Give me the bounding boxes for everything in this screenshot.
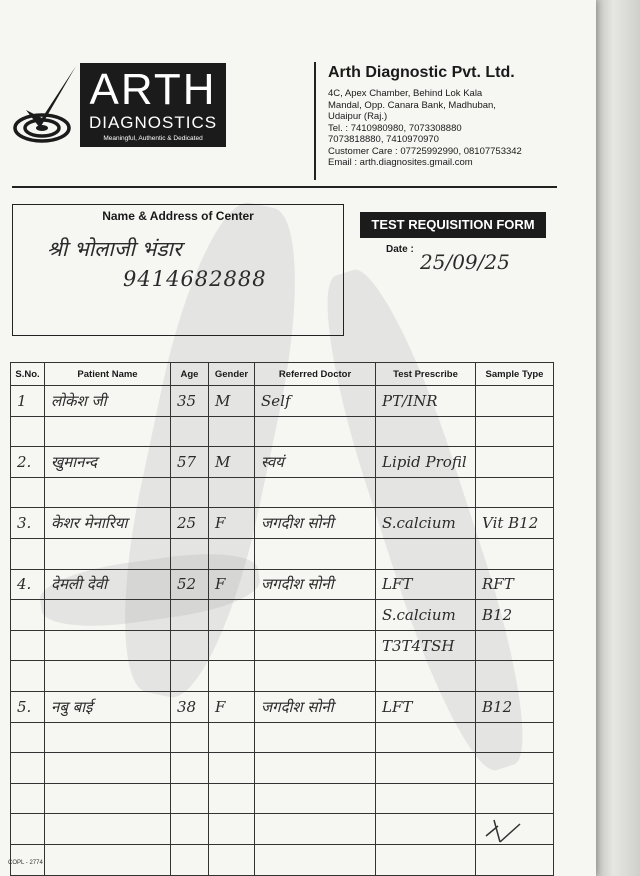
table-row [11,753,554,784]
table-row [11,814,554,845]
cell-test-prescribe [376,661,476,692]
cell-value: Vit B12 [482,514,539,533]
cell-sno [11,630,45,661]
table-row [11,447,554,478]
table-row [11,386,554,417]
cell-value: RFT [482,575,514,594]
scan-edge-shadow [596,0,640,876]
cell-patient-name [45,508,171,539]
cell-value: 38 [177,697,197,716]
cell-referred-doctor [255,600,376,631]
company-address [328,88,568,169]
cell-patient-name [45,569,171,600]
address-line: Mandal, Opp. Canara Bank, Madhuban, [328,99,496,111]
cell-sample-type [476,569,554,600]
cell-age [171,753,209,784]
cell-sample-type [476,600,554,631]
cell-sample-type [476,386,554,417]
cell-age [171,508,209,539]
cell-referred-doctor [255,844,376,875]
date-label: Date : [386,244,414,255]
cell-age [171,783,209,814]
cell-referred-doctor [255,661,376,692]
cell-patient-name [45,753,171,784]
cell-gender [209,753,255,784]
cell-value: स्वयं [261,452,284,471]
cell-value: F [215,514,226,533]
cell-sample-type [476,753,554,784]
cell-referred-doctor [255,691,376,722]
cell-gender [209,538,255,569]
cell-value: 35 [177,391,197,410]
cell-test-prescribe [376,753,476,784]
cell-value: केशर मेनारिया [51,514,128,533]
cell-value: S.calcium [382,605,456,624]
cell-patient-name [45,844,171,875]
cell-sno [11,447,45,478]
cell-value: B12 [482,697,513,716]
cell-patient-name [45,814,171,845]
cell-sno [11,753,45,784]
cell-patient-name [45,416,171,447]
table-row [11,844,554,875]
cell-value: जगदीश सोनी [261,697,334,716]
cell-gender [209,814,255,845]
cell-sno [11,477,45,508]
cell-value: 2. [17,452,32,471]
cell-age [171,600,209,631]
cell-sample-type [476,661,554,692]
cell-age [171,814,209,845]
cell-referred-doctor [255,386,376,417]
cell-gender [209,844,255,875]
cell-sno [11,386,45,417]
cell-age [171,477,209,508]
table-row [11,508,554,539]
cell-value: 57 [177,452,197,471]
cell-patient-name [45,386,171,417]
cell-referred-doctor [255,508,376,539]
cell-sno [11,691,45,722]
table-row [11,600,554,631]
cell-referred-doctor [255,569,376,600]
cell-gender [209,386,255,417]
brand-logo [80,63,226,147]
checkmark-icon [484,816,524,844]
table-row [11,722,554,753]
cell-value: खुमानन्द [51,452,98,471]
cell-value: LFT [382,575,413,594]
table-row [11,630,554,661]
cell-value: देमली देवी [51,575,107,594]
cell-gender [209,508,255,539]
logo-tagline: Meaningful, Authentic & Dedicated [103,135,203,142]
cell-age [171,630,209,661]
cell-sample-type [476,508,554,539]
cell-value: नबु बाई [51,697,93,716]
address-line: 4C, Apex Chamber, Behind Lok Kala [328,88,483,99]
cell-age [171,844,209,875]
cell-gender [209,416,255,447]
cell-patient-name [45,661,171,692]
cell-sno [11,569,45,600]
table-row [11,538,554,569]
cell-value: Self [261,391,291,410]
cell-gender [209,661,255,692]
cell-age [171,722,209,753]
cell-sample-type [476,447,554,478]
cell-age [171,538,209,569]
cell-sno [11,508,45,539]
logo-word: ARTH [89,65,217,114]
cell-patient-name [45,722,171,753]
cell-age [171,569,209,600]
cell-gender [209,722,255,753]
cell-sno [11,661,45,692]
cell-value: PT/INR [382,391,438,410]
cell-patient-name [45,477,171,508]
table-row [11,416,554,447]
cell-age [171,661,209,692]
company-name: Arth Diagnostic Pvt. Ltd. [328,64,515,81]
cell-referred-doctor [255,538,376,569]
cell-patient-name [45,630,171,661]
cell-test-prescribe [376,691,476,722]
address-line: Udaipur (Raj.) [328,111,388,122]
cell-sno [11,783,45,814]
date-value-handwritten: 25/09/25 [420,250,510,274]
cell-test-prescribe [376,416,476,447]
cell-sample-type [476,722,554,753]
cell-sample-type [476,477,554,508]
cell-patient-name [45,691,171,722]
test-table [10,362,554,876]
cell-test-prescribe [376,722,476,753]
cell-value: 3. [17,514,32,533]
footer-code: COPL - 2774 [8,860,43,866]
cell-test-prescribe [376,538,476,569]
cell-gender [209,691,255,722]
cell-value: जगदीश सोनी [261,514,334,533]
customer-care-line: Customer Care : 07725992990, 08107753342 [328,145,522,157]
form-title-badge: TEST REQUISITION FORM [360,212,546,238]
center-address-box [12,204,344,336]
table-header-row [11,363,554,386]
cell-test-prescribe [376,447,476,478]
cell-sno [11,722,45,753]
table-row [11,783,554,814]
cell-value: 52 [177,575,197,594]
cell-age [171,416,209,447]
center-name-handwritten: श्री भोलाजी भंडार [47,237,182,261]
cell-value: लोकेश जी [51,391,107,410]
cell-sno [11,814,45,845]
cell-value: F [215,575,226,594]
cell-gender [209,477,255,508]
phone-line: 7073818880, 7410970970 [328,134,439,145]
cell-value: Lipid Profil [382,452,467,471]
cell-value: T3T4TSH [382,636,455,655]
center-phone-handwritten: 9414682888 [123,267,267,291]
cell-sno [11,538,45,569]
cell-gender [209,630,255,661]
cell-age [171,691,209,722]
cell-patient-name [45,600,171,631]
cell-gender [209,569,255,600]
email-line: Email : arth.diagnosites.gmail.com [328,157,473,168]
logo-subtitle: DIAGNOSTICS [88,113,218,132]
cell-test-prescribe [376,630,476,661]
table-row [11,691,554,722]
cell-age [171,447,209,478]
table-row [11,477,554,508]
cell-value: B12 [482,605,513,624]
cell-value: जगदीश सोनी [261,575,334,594]
cell-value: S.calcium [382,514,456,533]
cell-referred-doctor [255,416,376,447]
cell-test-prescribe [376,814,476,845]
cell-value: M [215,452,231,471]
cell-patient-name [45,783,171,814]
cell-gender [209,447,255,478]
col-header-test-prescribe: Test Prescribe [376,363,476,386]
logo-target-icon [12,62,78,150]
cell-value: 1 [17,391,27,410]
cell-sample-type [476,538,554,569]
cell-test-prescribe [376,600,476,631]
header-divider [314,62,316,180]
cell-sample-type [476,416,554,447]
cell-referred-doctor [255,783,376,814]
cell-sample-type [476,630,554,661]
cell-referred-doctor [255,753,376,784]
cell-referred-doctor [255,722,376,753]
cell-patient-name [45,538,171,569]
cell-test-prescribe [376,477,476,508]
col-header-gender: Gender [209,363,255,386]
center-box-title: Name & Address of Center [102,209,254,223]
col-header-patient-name: Patient Name [45,363,171,386]
cell-age [171,386,209,417]
cell-test-prescribe [376,783,476,814]
cell-sno [11,600,45,631]
cell-value: LFT [382,697,413,716]
cell-value: 25 [177,514,197,533]
cell-value: 4. [17,575,32,594]
cell-referred-doctor [255,814,376,845]
cell-gender [209,783,255,814]
cell-patient-name [45,447,171,478]
cell-referred-doctor [255,447,376,478]
col-header-referred-doctor: Referred Doctor [255,363,376,386]
cell-test-prescribe [376,569,476,600]
cell-value: F [215,697,226,716]
table-row [11,569,554,600]
col-header-sample-type: Sample Type [476,363,554,386]
cell-referred-doctor [255,630,376,661]
cell-sample-type [476,844,554,875]
cell-value: 5. [17,697,32,716]
col-header-sno: S.No. [11,363,45,386]
cell-test-prescribe [376,386,476,417]
col-header-age: Age [171,363,209,386]
cell-test-prescribe [376,508,476,539]
cell-value: M [215,391,231,410]
cell-sample-type [476,783,554,814]
phone-line: Tel. : 7410980980, 7073308880 [328,122,462,134]
cell-referred-doctor [255,477,376,508]
header-rule [12,186,557,188]
table-row [11,661,554,692]
cell-sno [11,416,45,447]
cell-sample-type [476,691,554,722]
cell-gender [209,600,255,631]
cell-test-prescribe [376,844,476,875]
